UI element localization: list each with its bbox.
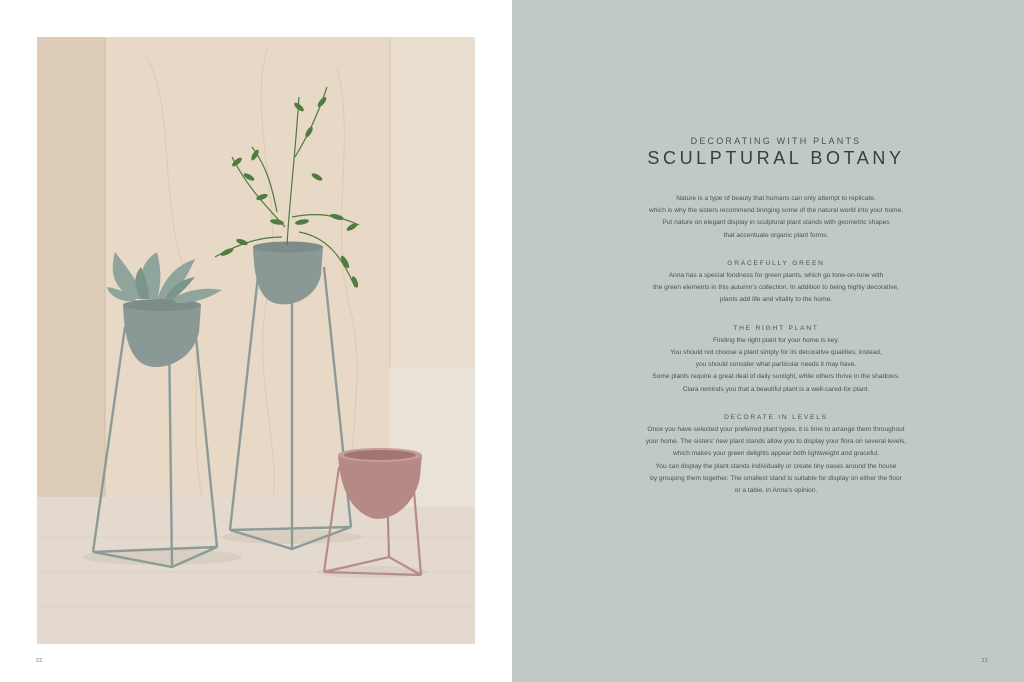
section-decorate-in-levels xyxy=(606,412,946,497)
article-column xyxy=(606,136,946,497)
section-line: plants add life and vitality to the home. xyxy=(719,296,833,304)
section-line: your home. The sisters' new plant stands allow you to display your flora on several levels, xyxy=(645,438,907,446)
section-line: Anna has a special fondness for green plants, which go tone-on-tone with xyxy=(668,272,884,280)
article-kicker: DECORATING WITH PLANTS xyxy=(690,136,862,146)
right-page-number: 23 xyxy=(981,658,988,664)
section-line: or a table, in Anna's opinion. xyxy=(734,487,818,495)
plant-stands-photo xyxy=(37,37,475,644)
section-line: Clara reminds you that a beautiful plant is a well-cared-for plant. xyxy=(682,385,870,393)
section-line: Some plants require a great deal of daily sunlight, while others thrive in the shadows. xyxy=(652,373,900,381)
intro-line: Put nature on elegant display in sculptural plant stands with geometric shapes xyxy=(662,219,890,227)
section-line: You should not choose a plant simply for its decorative qualities; instead, xyxy=(670,349,882,357)
section-heading: DECORATE IN LEVELS xyxy=(724,413,828,421)
left-page-number: 22 xyxy=(36,658,43,664)
article-title: SCULPTURAL BOTANY xyxy=(647,148,905,168)
section-heading: GRACEFULLY GREEN xyxy=(727,259,825,267)
intro-paragraph xyxy=(606,193,946,242)
section-line: by grouping them together. The smallest stand is suitable for display on either the floor xyxy=(650,474,902,482)
intro-line: Nature is a type of beauty that humans can only attempt to replicate, xyxy=(676,195,876,202)
right-page xyxy=(512,0,1024,682)
section-gracefully-green xyxy=(606,258,946,307)
section-line: you should consider what particular needs it may have. xyxy=(695,361,857,369)
intro-line: which is why the sisters recommend bringing some of the natural world into your home. xyxy=(649,207,903,215)
section-line: which makes your green delights appear both lightweight and graceful. xyxy=(673,450,879,458)
section-line: Finding the right plant for your home is key. xyxy=(713,336,839,344)
section-line: the green elements in this autumn's collection. In addition to being highly decorative, xyxy=(653,284,899,292)
section-line: Once you have selected your preferred plant types, it is time to arrange them throughout xyxy=(647,426,905,434)
section-line: You can display the plant stands individually or create tiny oases around the house xyxy=(655,462,897,470)
section-heading: THE RIGHT PLANT xyxy=(733,324,819,332)
intro-line: that accentuate organic plant forms. xyxy=(723,231,829,239)
section-the-right-plant xyxy=(606,323,946,396)
